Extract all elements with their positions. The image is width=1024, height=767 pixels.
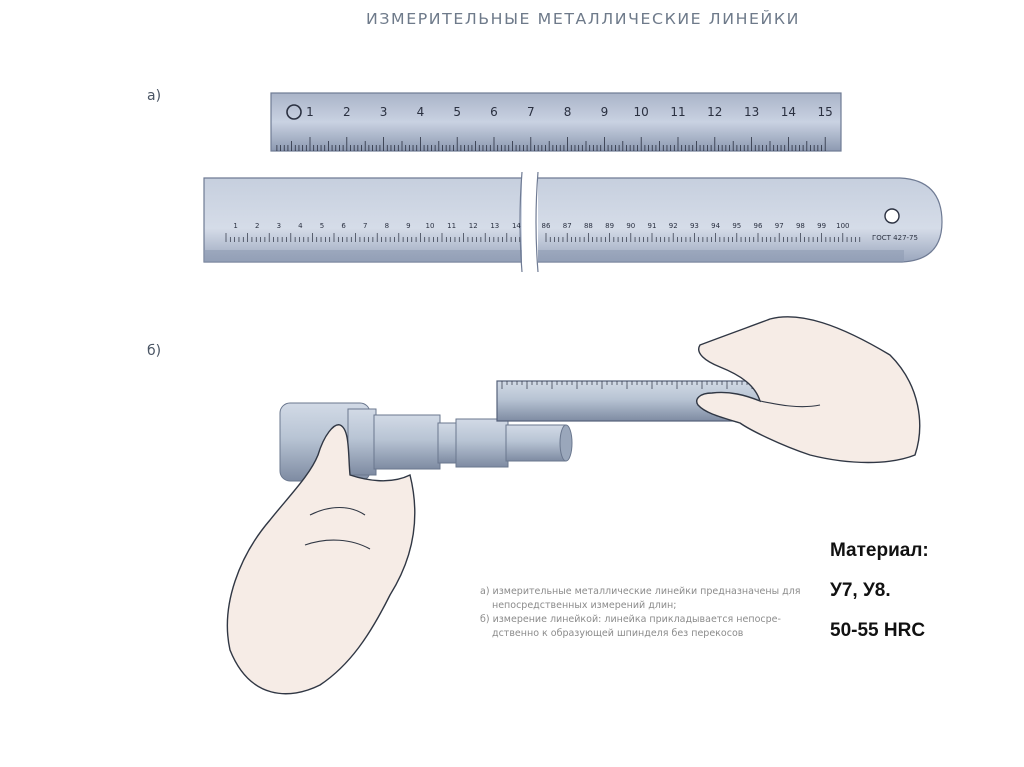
scale-number: 8 — [384, 222, 390, 230]
scale-number: 14 — [511, 222, 521, 230]
scale-number: 97 — [774, 222, 784, 230]
scale-number: 13 — [743, 105, 760, 119]
scale-number: 5 — [453, 105, 462, 119]
scale-number: 90 — [626, 222, 636, 230]
scale-number: 12 — [707, 105, 723, 119]
caption-line: б) измерение линейкой: линейка прикладывается непосре- — [480, 614, 781, 625]
scale-number: 2 — [254, 222, 260, 230]
scale-number: 10 — [425, 222, 435, 230]
scale-number: 96 — [753, 222, 763, 230]
scale-number: 13 — [490, 222, 500, 230]
long-ruler — [200, 170, 945, 272]
scale-number: 10 — [633, 105, 649, 119]
scale-number: 12 — [468, 222, 478, 230]
scale-number: 14 — [780, 105, 797, 119]
gost-stamp: ГОСТ 427-75 — [872, 234, 918, 242]
scale-number: 87 — [562, 222, 572, 230]
scale-number: 3 — [379, 105, 388, 119]
scale-number: 5 — [319, 222, 325, 230]
caption-line: а) измерительные металлические линейки предназначены для — [480, 586, 801, 597]
label-b: б) — [147, 343, 162, 359]
scale-number: 93 — [689, 222, 699, 230]
scale-number: 1 — [306, 105, 314, 119]
scale-number: 88 — [583, 222, 593, 230]
scale-number: 4 — [416, 105, 425, 119]
scale-number: 99 — [817, 222, 827, 230]
scale-number: 6 — [490, 105, 498, 119]
scale-number: 11 — [670, 105, 686, 119]
label-a: а) — [147, 88, 162, 104]
scale-number: 91 — [647, 222, 657, 230]
scale-number: 8 — [563, 105, 572, 119]
short-ruler-body — [271, 93, 841, 151]
scale-number: 7 — [362, 222, 368, 230]
scale-number: 9 — [406, 222, 411, 230]
scale-number: 15 — [817, 105, 833, 119]
measurement-illustration — [200, 305, 940, 705]
long-ruler-body — [204, 178, 942, 262]
scale-number: 9 — [600, 105, 609, 119]
page-title: ИЗМЕРИТЕЛЬНЫЕ МЕТАЛЛИЧЕСКИЕ ЛИНЕЙКИ — [366, 10, 800, 28]
material-info — [830, 540, 929, 660]
scale-number: 86 — [541, 222, 551, 230]
short-ruler — [270, 92, 842, 152]
scale-number: 3 — [276, 222, 282, 230]
material-grades: У7, У8. — [830, 580, 891, 601]
scale-number: 98 — [795, 222, 805, 230]
figure-caption — [480, 585, 820, 641]
hang-hole-icon — [885, 209, 899, 223]
scale-number: 89 — [605, 222, 615, 230]
scale-number: 7 — [526, 105, 535, 119]
scale-number: 4 — [298, 222, 303, 230]
scale-number: 11 — [447, 222, 457, 230]
material-hardness: 50-55 HRC — [830, 620, 926, 641]
scale-number: 100 — [836, 222, 850, 230]
scale-number: 2 — [342, 105, 351, 119]
scale-number: 92 — [668, 222, 678, 230]
scale-number: 94 — [711, 222, 721, 230]
material-heading: Материал: — [830, 540, 929, 561]
scale-number: 6 — [341, 222, 346, 230]
scale-number: 95 — [732, 222, 742, 230]
scale-number: 1 — [233, 222, 238, 230]
caption-line: непосредственных измерений длин; — [492, 600, 677, 611]
caption-line: дственно к образующей шпинделя без перекосов — [492, 628, 744, 639]
short-ruler-numbers — [306, 105, 833, 119]
